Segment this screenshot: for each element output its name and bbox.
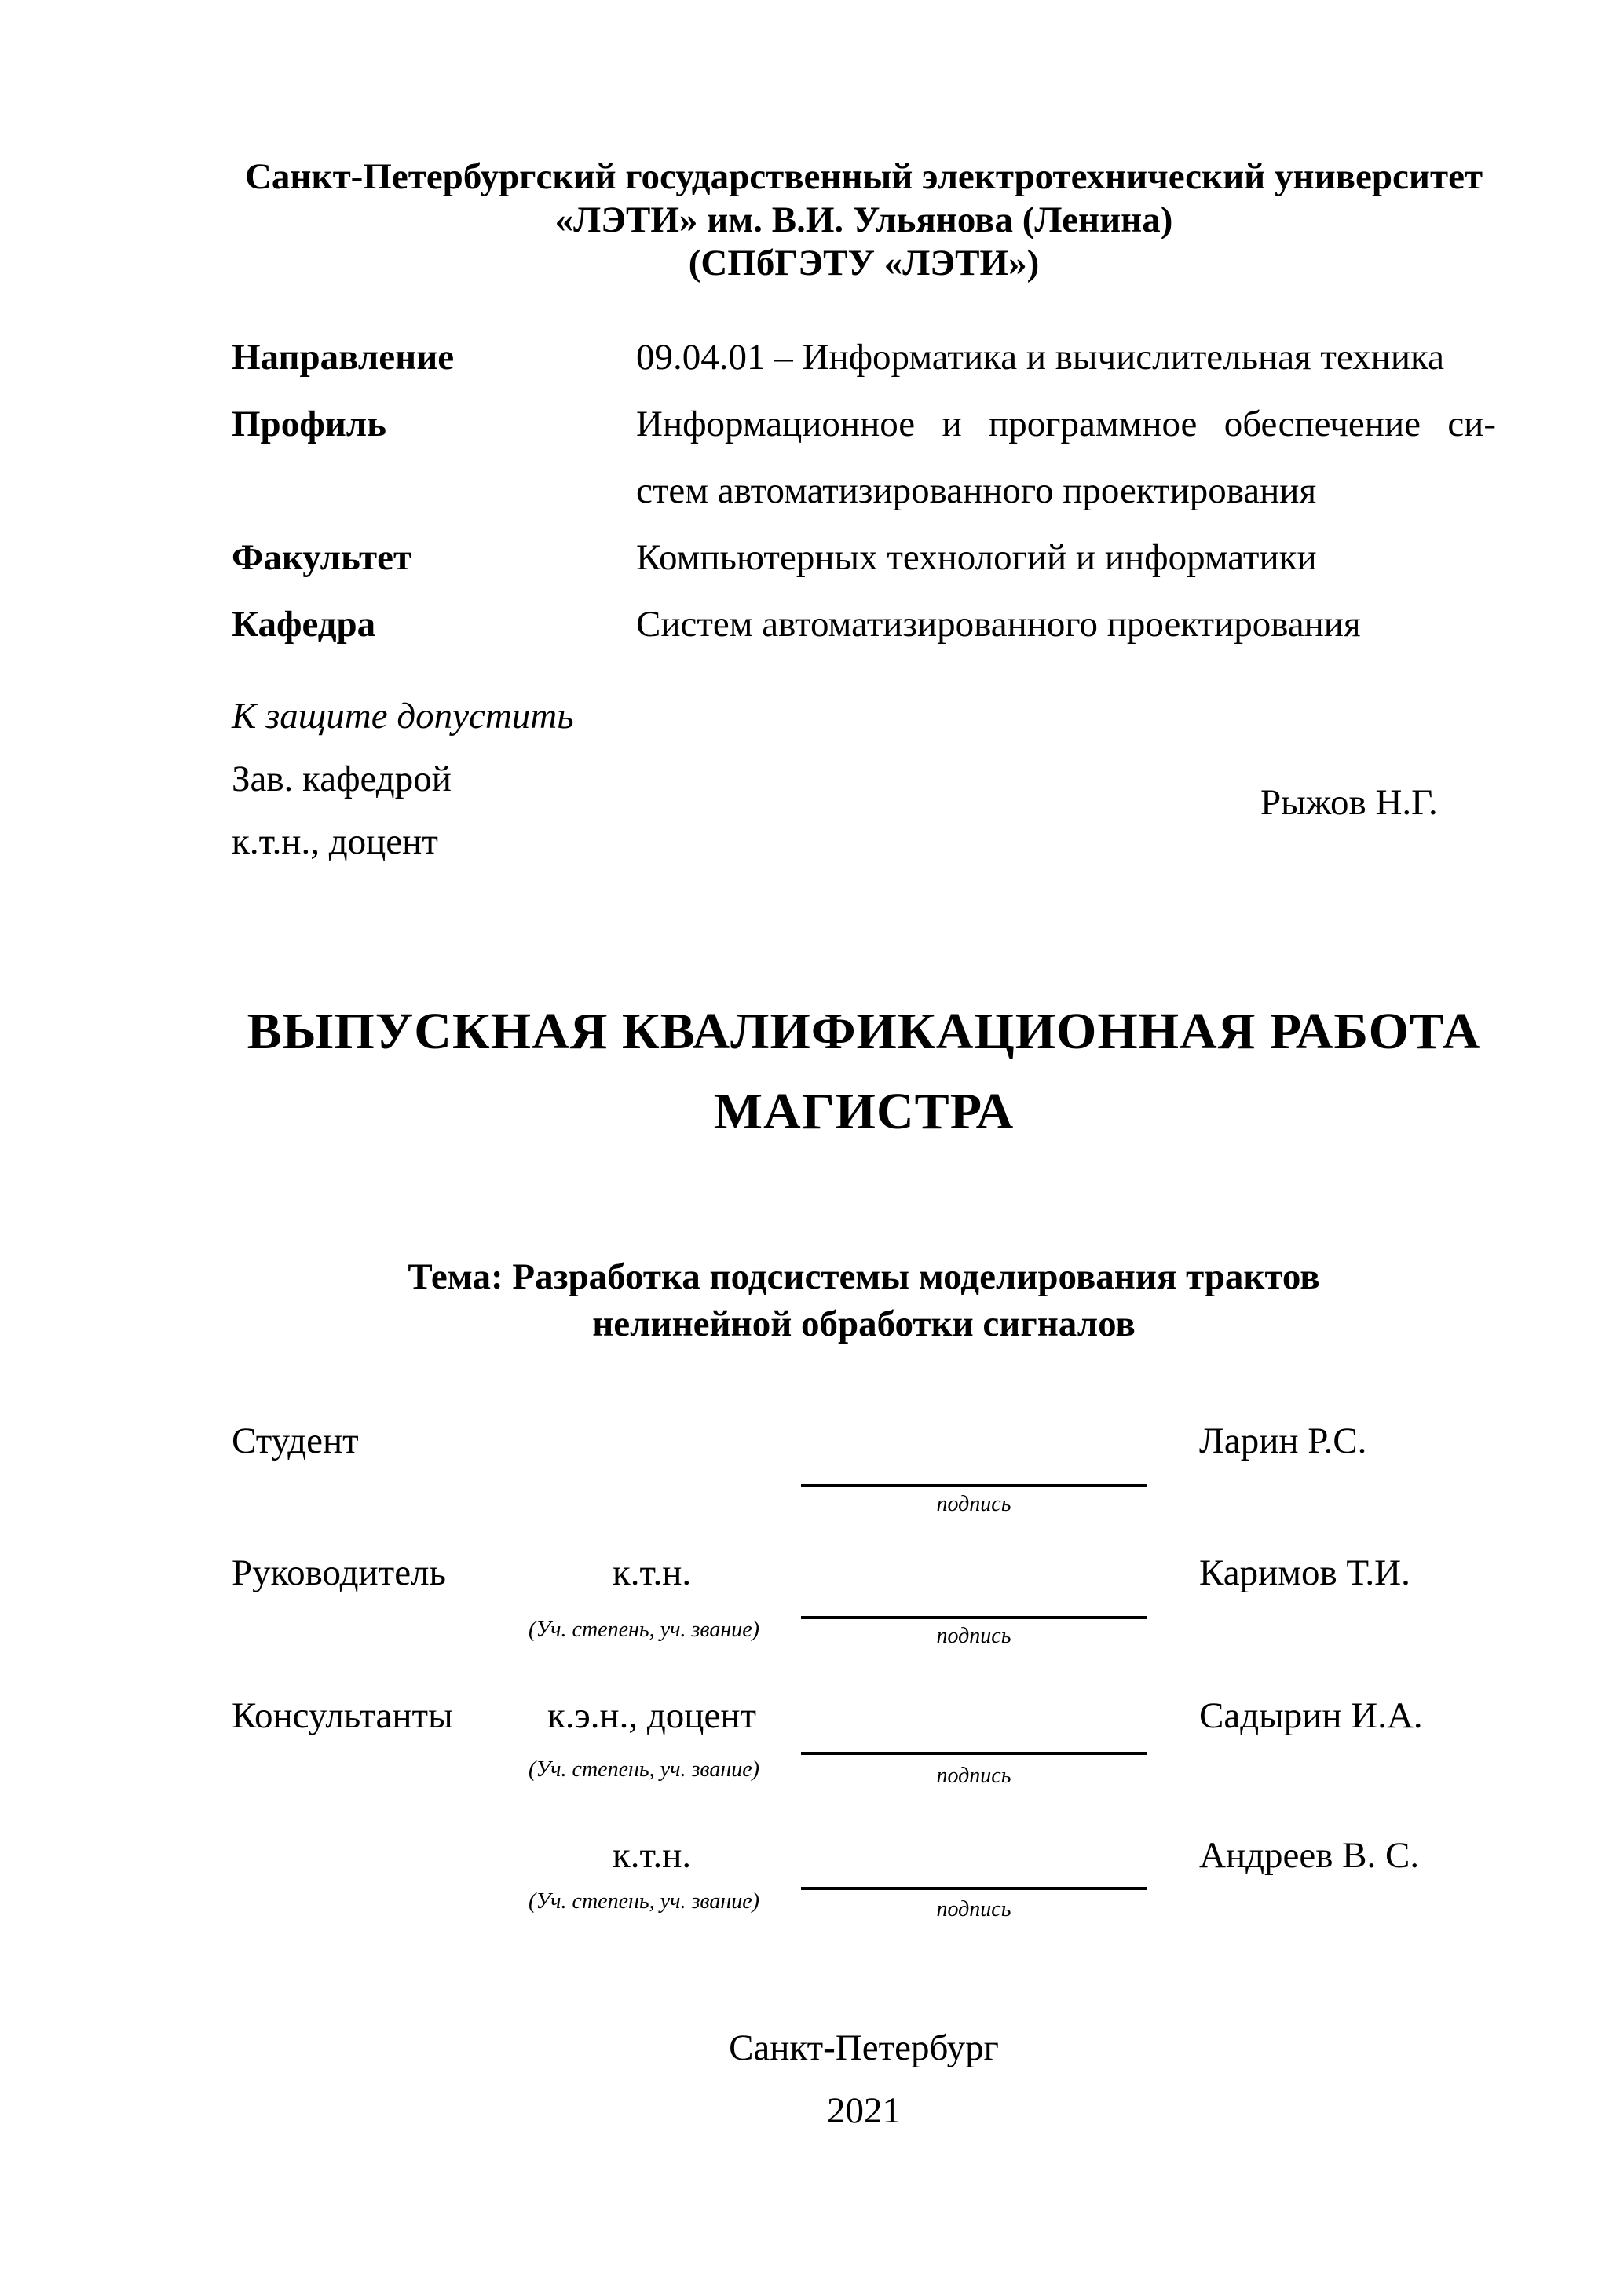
field-row-department	[232, 591, 1496, 658]
signature-line-student	[801, 1484, 1147, 1487]
field-row-direction	[232, 324, 1496, 391]
department-head-name: Рыжов Н.Г.	[1260, 782, 1438, 823]
signature-caption-consultant-1: подпись	[936, 1764, 1011, 1788]
footer	[232, 2016, 1496, 2142]
university-name	[232, 155, 1496, 285]
thesis-title-line-1: ВЫПУСКНАЯ КВАЛИФИКАЦИОННАЯ РАБОТА	[247, 1003, 1481, 1060]
approval-block	[232, 685, 574, 873]
field-label-direction: Направление	[232, 337, 455, 378]
program-fields	[232, 324, 1496, 658]
field-value-profile-line-2: стем автоматизированного проектирования	[636, 470, 1317, 511]
field-label-department: Кафедра	[232, 604, 376, 645]
person-name-supervisor: Каримов Т.И.	[1199, 1552, 1410, 1593]
person-name-student: Ларин Р.С.	[1199, 1420, 1367, 1461]
field-value-faculty: Компьютерных технологий и информатики	[636, 537, 1317, 578]
footer-year: 2021	[827, 2090, 901, 2131]
field-row-faculty	[232, 525, 1496, 591]
thesis-title-line-2: МАГИСТРА	[713, 1083, 1015, 1140]
signature-caption-supervisor: подпись	[936, 1624, 1011, 1648]
signature-role-student: Студент	[232, 1420, 359, 1461]
field-value-profile-line-1: Информационное и программное обеспечение си-	[636, 404, 1496, 444]
field-label-faculty: Факультет	[232, 537, 412, 578]
signature-caption-consultant-2: подпись	[936, 1897, 1011, 1921]
university-name-line-2: «ЛЭТИ» им. В.И. Ульянова (Ленина)	[554, 199, 1173, 240]
signature-caption-student: подпись	[936, 1492, 1011, 1516]
approval-admit-line: К защите допустить	[232, 696, 574, 737]
field-value-department: Систем автоматизированного проектирования	[636, 604, 1361, 645]
person-name-consultant-2: Андреев В. С.	[1199, 1835, 1420, 1876]
signature-line-consultant-1	[801, 1752, 1147, 1755]
degree-caption-consultant-1: (Уч. степень, уч. звание)	[529, 1757, 759, 1782]
thesis-theme-line-2: нелинейной обработки сигналов	[592, 1303, 1136, 1344]
signature-role-supervisor: Руководитель	[232, 1552, 446, 1593]
approval-position-line-2: к.т.н., доцент	[232, 821, 438, 862]
field-row-profile	[232, 391, 1496, 525]
degree-consultant-2: к.т.н.	[612, 1835, 692, 1876]
signature-line-supervisor	[801, 1616, 1147, 1619]
footer-city: Санкт-Петербург	[729, 2027, 999, 2068]
person-name-consultant-1: Садырин И.А.	[1199, 1695, 1423, 1736]
degree-caption-supervisor: (Уч. степень, уч. звание)	[529, 1618, 759, 1642]
thesis-theme-line-1: Тема: Разработка подсистемы моделирования трактов	[408, 1256, 1320, 1297]
degree-consultant-1: к.э.н., доцент	[547, 1695, 757, 1736]
degree-supervisor: к.т.н.	[612, 1552, 692, 1593]
approval-position-line-1: Зав. кафедрой	[232, 759, 452, 799]
thesis-title	[232, 992, 1496, 1152]
field-value-profile	[636, 391, 1496, 525]
university-name-line-1: Санкт-Петербургский государственный электротехнический университет	[244, 156, 1483, 197]
degree-caption-consultant-2: (Уч. степень, уч. звание)	[529, 1889, 759, 1914]
signature-line-consultant-2	[801, 1887, 1147, 1890]
signature-role-consultants: Консультанты	[232, 1695, 453, 1736]
field-label-profile: Профиль	[232, 404, 387, 444]
university-name-line-3: (СПбГЭТУ «ЛЭТИ»)	[688, 243, 1040, 283]
thesis-theme	[232, 1253, 1496, 1347]
field-value-direction: 09.04.01 – Информатика и вычислительная техника	[636, 337, 1444, 378]
